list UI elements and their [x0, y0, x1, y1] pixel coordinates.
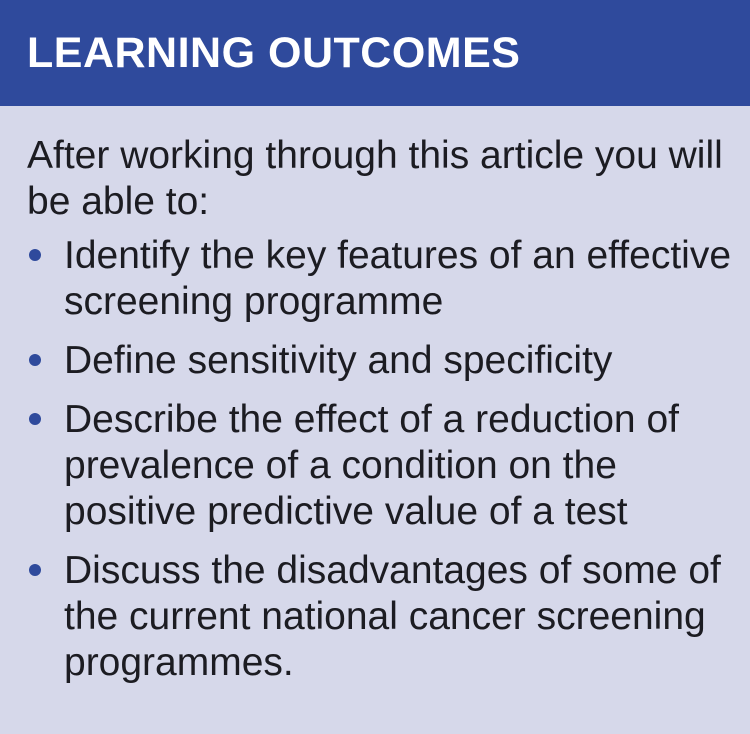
outcome-text: Discuss the disadvantages of some of the current national cancer screening programmes.: [64, 549, 721, 684]
outcomes-list: [27, 233, 736, 686]
list-item: [27, 548, 736, 686]
bullet-icon: [29, 564, 41, 576]
outcome-text: Describe the effect of a reduction of prevalence of a condition on the positive predictive value of a test: [64, 398, 679, 533]
outcome-text: Define sensitivity and specificity: [64, 339, 613, 382]
list-item: [27, 338, 736, 384]
intro-text: After working through this article you will be able to:: [27, 134, 723, 223]
content-area: [0, 106, 750, 686]
bullet-icon: [29, 354, 41, 366]
bullet-icon: [29, 249, 41, 261]
bullet-icon: [29, 413, 41, 425]
outcome-text: Identify the key features of an effective screening programme: [64, 234, 732, 323]
list-item: [27, 233, 736, 325]
list-item: [27, 397, 736, 535]
header-bar: [0, 0, 750, 106]
page-title: LEARNING OUTCOMES: [27, 28, 521, 77]
